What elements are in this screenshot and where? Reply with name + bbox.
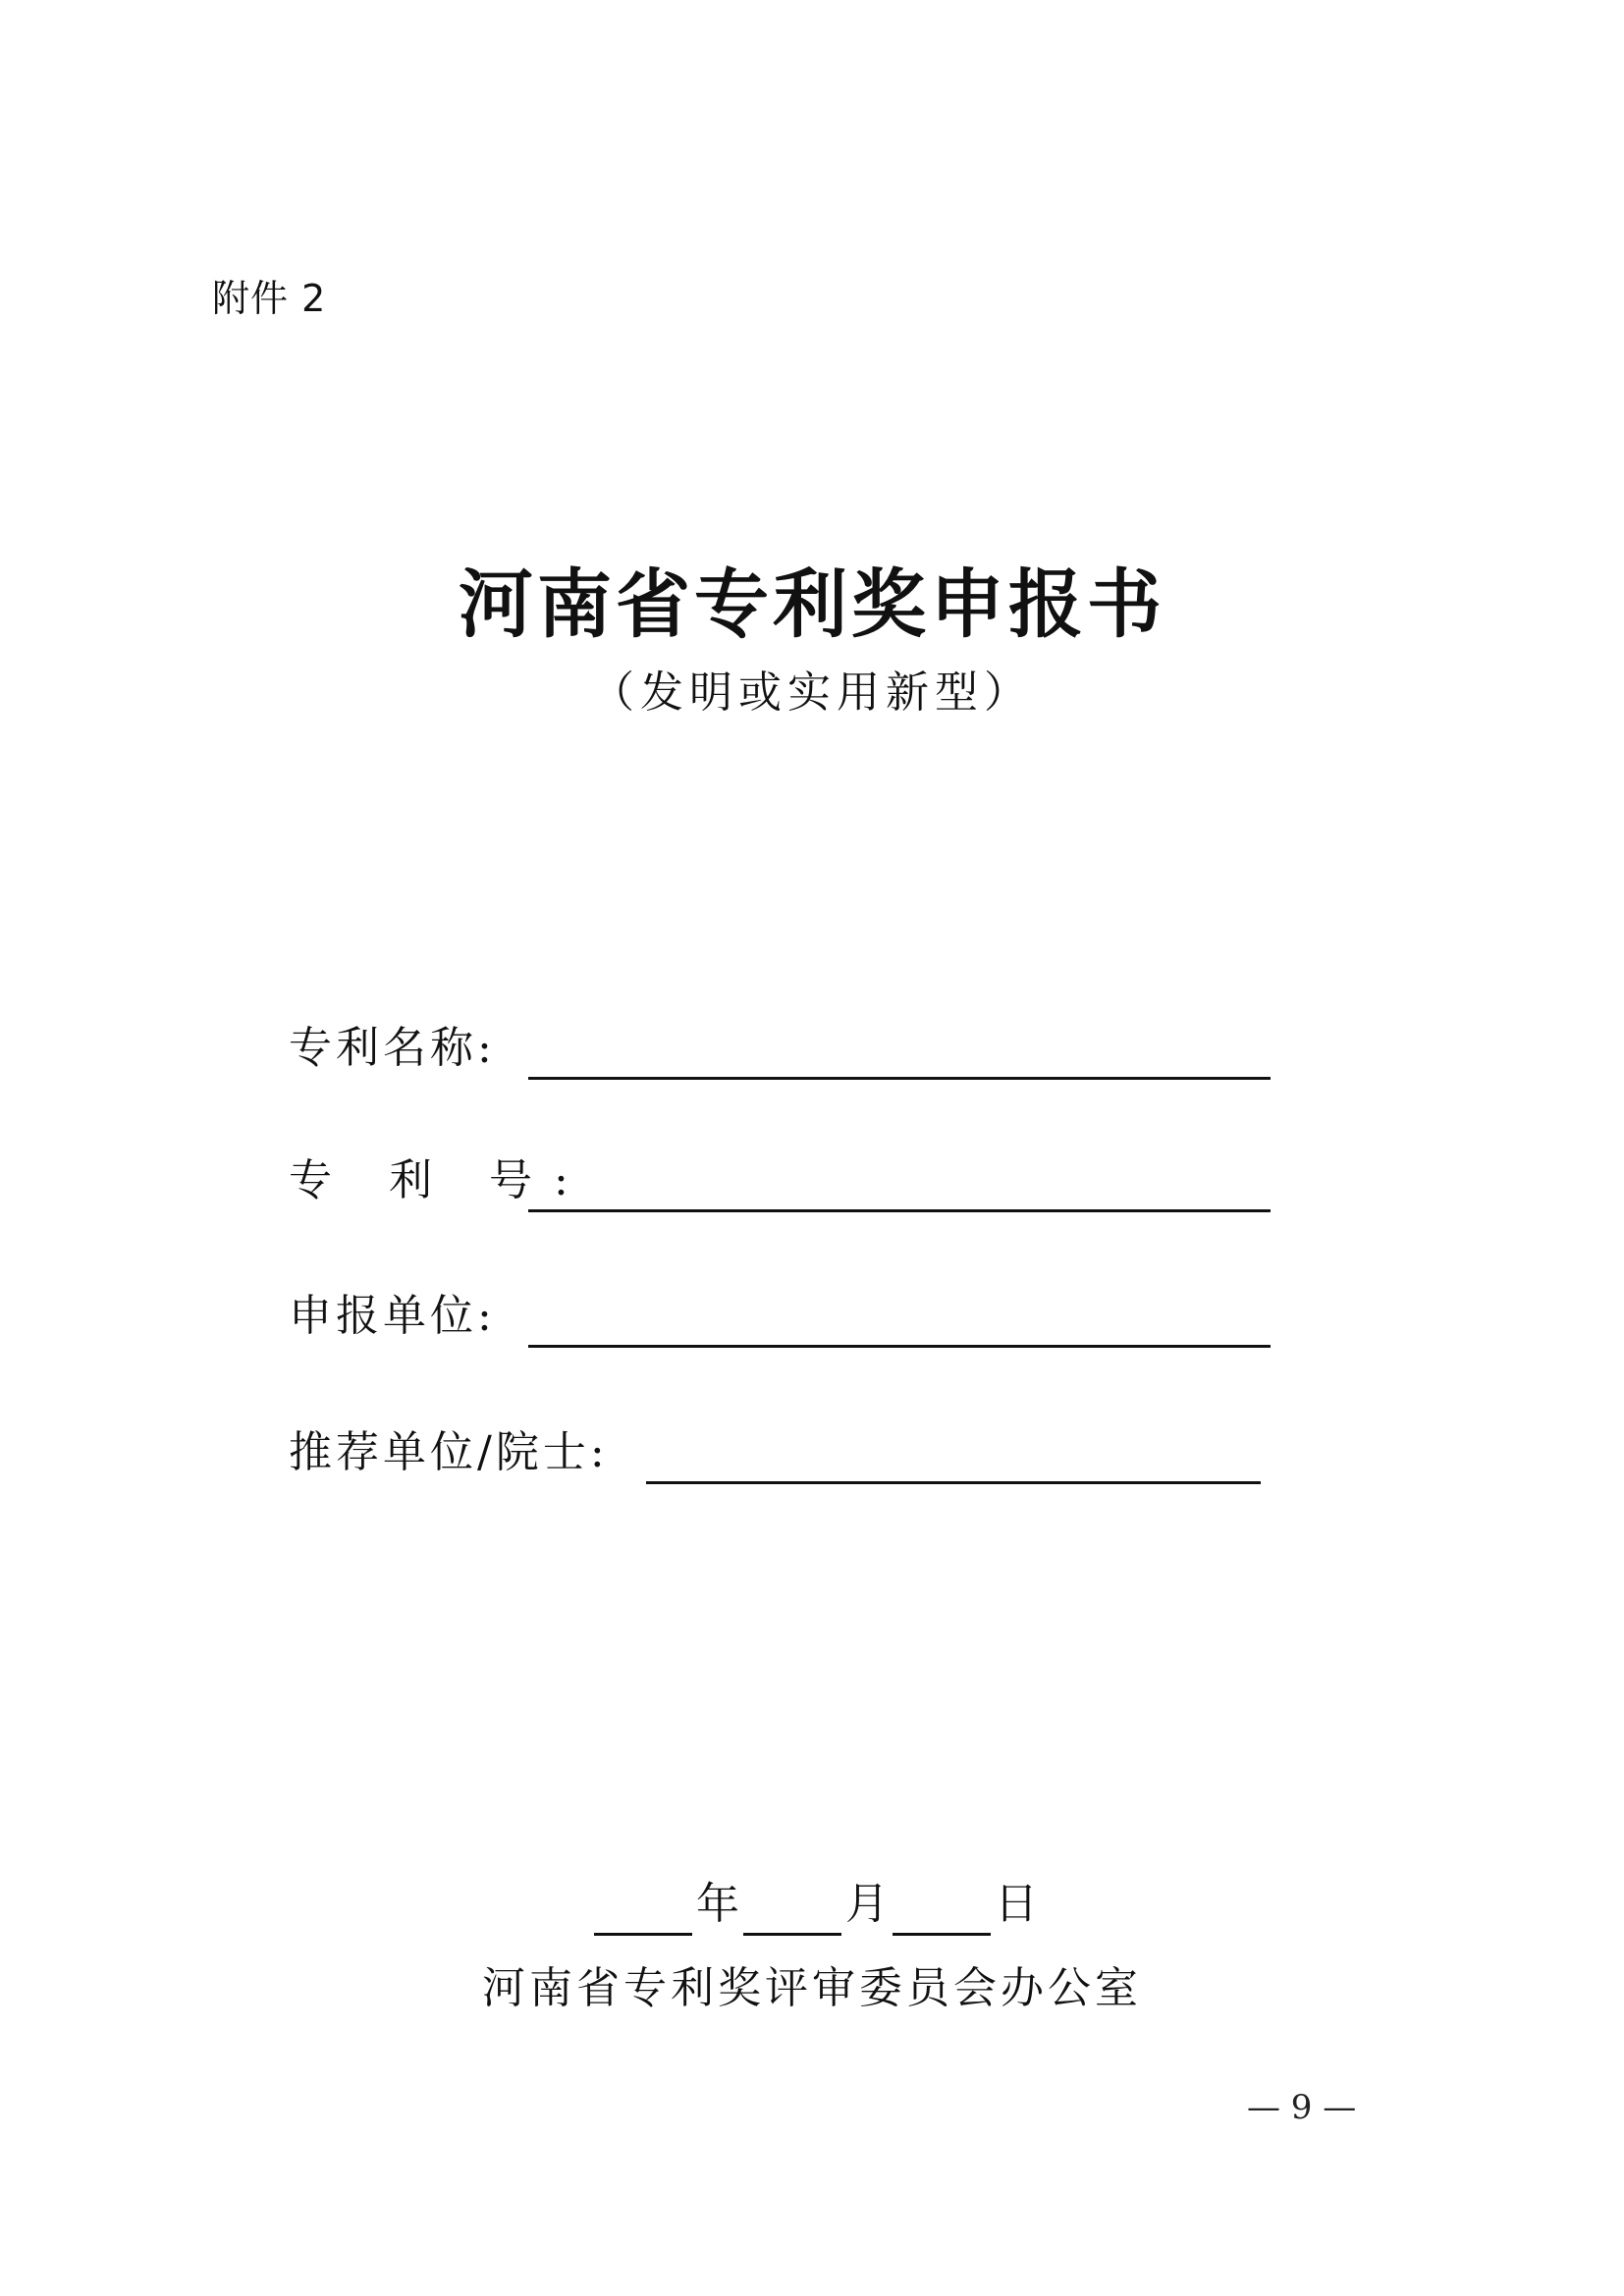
blank-line-year[interactable] bbox=[594, 1933, 692, 1936]
field-label-patent-name: 专利名称: bbox=[289, 1023, 496, 1073]
blank-line-applicant-unit[interactable] bbox=[528, 1345, 1271, 1348]
document-title: 河南省专利奖申报书 bbox=[459, 561, 1165, 648]
day-label: 日 bbox=[995, 1879, 1038, 1929]
issuing-office: 河南省专利奖评审委员会办公室 bbox=[482, 1963, 1142, 2013]
blank-line-month[interactable] bbox=[743, 1933, 841, 1936]
blank-line-recommender[interactable] bbox=[646, 1481, 1261, 1484]
field-recommender bbox=[289, 1425, 1271, 1484]
field-applicant-unit bbox=[289, 1289, 1271, 1348]
blank-line-patent-name[interactable] bbox=[528, 1077, 1271, 1080]
date-row bbox=[594, 1875, 1046, 1936]
field-patent-number bbox=[289, 1153, 1271, 1212]
page-number: — 9 — bbox=[1247, 2088, 1357, 2127]
field-label-applicant-unit: 申报单位: bbox=[289, 1291, 496, 1341]
document-subtitle: （发明或实用新型） bbox=[591, 667, 1033, 718]
month-label: 月 bbox=[845, 1879, 889, 1929]
year-label: 年 bbox=[696, 1879, 739, 1929]
attachment-label: 附件 2 bbox=[212, 277, 327, 320]
field-patent-name bbox=[289, 1021, 1271, 1080]
field-label-recommender: 推荐单位/院士: bbox=[289, 1427, 609, 1477]
blank-line-patent-number[interactable] bbox=[528, 1209, 1271, 1212]
blank-line-day[interactable] bbox=[893, 1933, 991, 1936]
field-label-patent-number: 专 利 号: bbox=[289, 1155, 590, 1205]
